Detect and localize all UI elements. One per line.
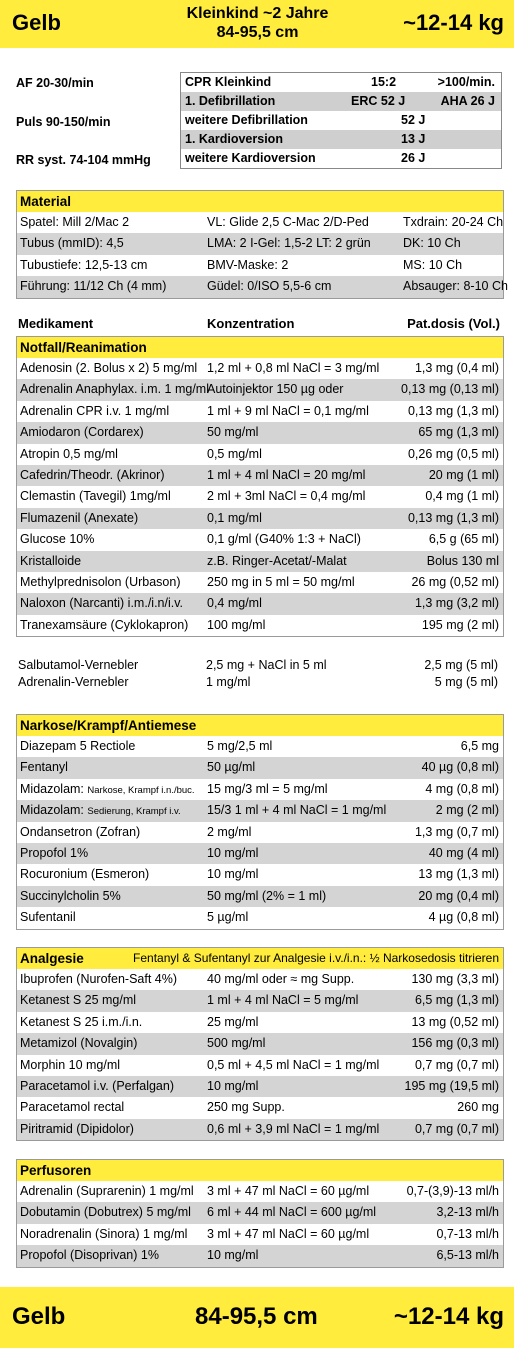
table-row	[17, 1245, 503, 1266]
drug-dose: 13 mg (0,52 ml)	[411, 1014, 499, 1029]
table-row	[17, 401, 503, 422]
drug-dose: 195 mg (2 ml)	[421, 617, 499, 632]
vernebler-name: Adrenalin-Vernebler	[18, 675, 129, 689]
drug-concentration: Autoinjektor 150 µg oder	[207, 382, 344, 397]
footer-height: 84-95,5 cm	[195, 1303, 318, 1330]
cell: Absauger: 8-10 Ch	[403, 279, 508, 294]
drug-concentration: 10 mg/ml	[207, 1248, 259, 1263]
drug-concentration: 0,5 mg/ml	[207, 446, 262, 461]
drug-concentration: 1 ml + 4 ml NaCl = 20 mg/ml	[207, 467, 366, 482]
drug-name: Metamizol (Novalgin)	[20, 1036, 138, 1051]
vernebler-conc: 1 mg/ml	[206, 675, 251, 689]
table-row	[17, 572, 503, 593]
table-row	[17, 907, 503, 928]
drug-dose: 65 mg (1,3 ml)	[418, 425, 499, 440]
drug-concentration: 250 mg Supp.	[207, 1100, 285, 1115]
cpr-value: 13 J	[401, 132, 426, 146]
notfall-section	[16, 336, 504, 637]
cell: LMA: 2 I-Gel: 1,5-2 LT: 2 grün	[207, 236, 371, 251]
table-row	[17, 358, 503, 379]
drug-dose: 1,3 mg (3,2 ml)	[414, 596, 499, 611]
drug-concentration: 0,4 mg/ml	[207, 596, 262, 611]
drug-concentration: 2 mg/ml	[207, 824, 252, 839]
vernebler-dose: 2,5 mg (5 ml)	[424, 658, 498, 672]
drug-concentration: 5 mg/2,5 ml	[207, 739, 273, 753]
col-header-konzentration: Konzentration	[207, 316, 295, 331]
vital-puls: Puls 90-150/min	[16, 115, 111, 129]
vernebler-conc: 2,5 mg + NaCl in 5 ml	[206, 658, 327, 672]
drug-concentration: 10 mg/ml	[207, 867, 259, 882]
drug-dose: 0,13 mg (1,3 ml)	[407, 510, 499, 525]
drug-concentration: 6 ml + 44 ml NaCl = 600 µg/ml	[207, 1205, 377, 1220]
table-row	[17, 800, 503, 821]
col-header-dosis: Pat.dosis (Vol.)	[407, 316, 500, 331]
drug-name: Methylprednisolon (Urbason)	[20, 574, 181, 589]
drug-name: Paracetamol i.v. (Perfalgan)	[20, 1078, 174, 1093]
drug-concentration: 1 ml + 4 ml NaCl = 5 mg/ml	[207, 993, 359, 1008]
header-age-size	[140, 4, 375, 42]
cpr-value: ERC 52 J	[351, 94, 406, 108]
drug-dose: 1,3 mg (0,7 ml)	[414, 824, 499, 839]
analgesie-section	[16, 947, 504, 1141]
drug-dose: 26 mg (0,52 ml)	[411, 574, 499, 589]
drug-concentration: 15 mg/3 ml = 5 mg/ml	[207, 781, 328, 796]
footer-band	[0, 1287, 514, 1348]
drug-dose: 0,4 mg (1 ml)	[425, 489, 499, 504]
drug-name: Atropin 0,5 mg/ml	[20, 446, 118, 461]
table-row	[17, 551, 503, 572]
drug-concentration: 0,6 ml + 3,9 ml NaCl = 1 mg/ml	[207, 1121, 380, 1136]
material-section	[16, 190, 508, 299]
footer-weight: ~12-14 kg	[393, 1303, 504, 1330]
cpr-row	[181, 111, 501, 130]
cell: Führung: 11/12 Ch (4 mm)	[20, 279, 167, 294]
analgesie-note: Fentanyl & Sufentanyl zur Analgesie i.v./i.n.: ½ Narkosedosis titrieren	[133, 951, 499, 965]
table-row	[17, 255, 503, 276]
drug-dose: 20 mg (0,4 ml)	[418, 888, 499, 903]
cpr-row	[181, 130, 501, 149]
drug-name: Ketanest S 25 mg/ml	[20, 993, 137, 1008]
drug-name: Tranexamsäure (Cyklokapron)	[20, 617, 189, 632]
table-row	[17, 1181, 503, 1202]
drug-dose: 6,5 mg (1,3 ml)	[414, 993, 499, 1008]
drug-dose: 195 mg (19,5 ml)	[404, 1078, 499, 1093]
drug-name: Cafedrin/Theodr. (Akrinor)	[20, 467, 165, 482]
cell: DK: 10 Ch	[403, 236, 461, 251]
drug-concentration: 10 mg/ml	[207, 1078, 259, 1093]
drug-name: Paracetamol rectal	[20, 1100, 125, 1115]
drug-concentration: 10 mg/ml	[207, 845, 259, 860]
drug-name: Piritramid (Dipidolor)	[20, 1121, 134, 1136]
drug-dose: 2 mg (2 ml)	[435, 803, 499, 818]
cpr-label: weitere Kardioversion	[185, 151, 316, 165]
table-row	[17, 212, 503, 233]
drug-name: Morphin 10 mg/ml	[20, 1057, 121, 1072]
drug-name: Midazolam: Sedierung, Krampf i.v.	[20, 803, 181, 818]
header-weight: ~12-14 kg	[403, 10, 504, 35]
drug-name: Midazolam: Narkose, Krampf i.n./buc.	[20, 781, 195, 796]
drug-name: Sufentanil	[20, 910, 76, 925]
cell: Spatel: Mill 2/Mac 2	[20, 215, 130, 229]
table-row	[17, 593, 503, 614]
drug-name: Ibuprofen (Nurofen-Saft 4%)	[20, 972, 178, 986]
cell: Tubustiefe: 12,5-13 cm	[20, 257, 148, 272]
analgesie-title: Analgesie	[20, 951, 84, 966]
drug-name: Adenosin (2. Bolus x 2) 5 mg/ml	[20, 361, 198, 375]
table-row	[17, 1033, 503, 1054]
drug-dose: 20 mg (1 ml)	[428, 467, 499, 482]
cpr-row	[181, 73, 501, 92]
table-row	[17, 615, 503, 636]
drug-name: Kristalloide	[20, 553, 82, 568]
table-row	[17, 736, 503, 757]
header-height: 84-95,5 cm	[216, 24, 299, 41]
table-row	[17, 1202, 503, 1223]
header-band	[0, 0, 514, 48]
table-row	[17, 444, 503, 465]
drug-concentration: 3 ml + 47 ml NaCl = 60 µg/ml	[207, 1226, 370, 1241]
table-row	[17, 486, 503, 507]
drug-name: Propofol (Disoprivan) 1%	[20, 1248, 159, 1263]
drug-concentration: 100 mg/ml	[207, 617, 266, 632]
drug-dose: 0,7 mg (0,7 ml)	[414, 1121, 499, 1136]
table-row	[17, 779, 503, 800]
table-row	[17, 969, 503, 990]
table-row	[17, 1055, 503, 1076]
cpr-value: 52 J	[401, 113, 426, 127]
drug-name: Adrenalin Anaphylax. i.m. 1 mg/ml	[20, 382, 209, 397]
vital-af: AF 20-30/min	[16, 76, 94, 90]
drug-name: Dobutamin (Dobutrex) 5 mg/ml	[20, 1205, 191, 1220]
drug-concentration: 0,1 mg/ml	[207, 510, 262, 525]
drug-concentration: 50 mg/ml	[207, 425, 259, 440]
drug-dose: Bolus 130 ml	[426, 553, 499, 568]
drug-dose: 0,26 mg (0,5 ml)	[407, 446, 499, 461]
drug-dose: 130 mg (3,3 ml)	[411, 972, 499, 986]
cell: Tubus (mmID): 4,5	[20, 236, 124, 251]
drug-concentration: 0,1 g/ml (G40% 1:3 + NaCl)	[207, 532, 361, 547]
drug-concentration: z.B. Ringer-Acetat/-Malat	[207, 553, 347, 568]
table-row	[17, 233, 503, 254]
cell: Txdrain: 20-24 Ch	[403, 215, 504, 229]
cpr-label: weitere Defibrillation	[185, 113, 308, 127]
drug-dose: 6,5 mg	[460, 739, 499, 753]
cpr-label: CPR Kleinkind	[185, 75, 272, 89]
table-row	[17, 529, 503, 550]
drug-name: Propofol 1%	[20, 845, 89, 860]
drug-dose: 4 µg (0,8 ml)	[428, 910, 499, 925]
drug-name: Flumazenil (Anexate)	[20, 510, 139, 525]
table-row	[17, 508, 503, 529]
cpr-value: 15:2	[371, 75, 397, 89]
table-row	[17, 1076, 503, 1097]
table-row	[17, 990, 503, 1011]
table-row	[17, 1119, 503, 1140]
cpr-extra: AHA 26 J	[440, 94, 495, 108]
drug-name: Succinylcholin 5%	[20, 888, 121, 903]
drug-concentration: 1 ml + 9 ml NaCl = 0,1 mg/ml	[207, 403, 369, 418]
drug-dose: 40 mg (4 ml)	[428, 845, 499, 860]
drug-dose: 0,7-13 ml/h	[436, 1226, 499, 1241]
drug-concentration: 3 ml + 47 ml NaCl = 60 µg/ml	[207, 1184, 370, 1198]
table-row	[17, 1224, 503, 1245]
cpr-value: 26 J	[401, 151, 426, 165]
drug-dose: 156 mg (0,3 ml)	[411, 1036, 499, 1051]
drug-concentration: 1,2 ml + 0,8 ml NaCl = 3 mg/ml	[207, 361, 380, 375]
table-row	[17, 422, 503, 443]
drug-concentration: 25 mg/ml	[207, 1014, 259, 1029]
drug-name: Adrenalin CPR i.v. 1 mg/ml	[20, 403, 170, 418]
footer-color-label: Gelb	[12, 1303, 66, 1330]
narkose-title: Narkose/Krampf/Antiemese	[17, 715, 503, 736]
material-title: Material	[17, 191, 503, 212]
drug-concentration: 5 µg/ml	[207, 910, 249, 925]
drug-dose: 13 mg (1,3 ml)	[418, 867, 499, 882]
cpr-label: 1. Kardioversion	[185, 132, 283, 146]
cell: BMV-Maske: 2	[207, 257, 289, 272]
vital-rr: RR syst. 74-104 mmHg	[16, 153, 151, 167]
drug-dose: 4 mg (0,8 ml)	[425, 781, 499, 796]
table-row	[17, 379, 503, 400]
drug-dose: 0,7 mg (0,7 ml)	[414, 1057, 499, 1072]
table-row	[17, 864, 503, 885]
table-row	[17, 822, 503, 843]
drug-name: Noradrenalin (Sinora) 1 mg/ml	[20, 1226, 188, 1241]
perfusoren-section	[16, 1159, 504, 1268]
drug-concentration: 50 mg/ml (2% = 1 ml)	[207, 888, 327, 903]
drug-name: Rocuronium (Esmeron)	[20, 867, 150, 882]
drug-name: Diazepam 5 Rectiole	[20, 739, 136, 753]
analgesie-header	[17, 948, 503, 969]
cpr-row	[181, 92, 501, 111]
drug-concentration: 2 ml + 3ml NaCl = 0,4 mg/ml	[207, 489, 366, 504]
perfusoren-title: Perfusoren	[17, 1160, 503, 1181]
drug-name: Ondansetron (Zofran)	[20, 824, 141, 839]
cpr-row	[181, 149, 501, 168]
drug-name: Adrenalin (Suprarenin) 1 mg/ml	[20, 1184, 194, 1198]
cpr-table	[180, 72, 502, 169]
table-row	[17, 276, 508, 297]
drug-name: Glucose 10%	[20, 532, 95, 547]
cell: MS: 10 Ch	[403, 257, 463, 272]
header-color-label: Gelb	[12, 10, 61, 35]
drug-dose: 3,2-13 ml/h	[436, 1205, 499, 1220]
header-age: Kleinkind ~2 Jahre	[186, 5, 329, 22]
table-row	[17, 465, 503, 486]
table-row	[17, 757, 503, 778]
drug-concentration: 500 mg/ml	[207, 1036, 266, 1051]
narkose-section	[16, 714, 504, 930]
col-header-medikament: Medikament	[18, 316, 94, 331]
drug-concentration: 0,5 ml + 4,5 ml NaCl = 1 mg/ml	[207, 1057, 380, 1072]
table-row	[17, 1012, 503, 1033]
drug-concentration: 50 µg/ml	[207, 760, 256, 775]
drug-dose: 6,5-13 ml/h	[436, 1248, 499, 1263]
cpr-extra: >100/min.	[437, 75, 495, 89]
drug-dose: 0,7-(3,9)-13 ml/h	[406, 1184, 499, 1198]
table-row	[17, 843, 503, 864]
cell: Güdel: 0/ISO 5,5-6 cm	[207, 279, 332, 294]
drug-dose: 0,13 mg (1,3 ml)	[407, 403, 499, 418]
notfall-title: Notfall/Reanimation	[17, 337, 503, 358]
table-row	[17, 1097, 503, 1118]
cpr-label: 1. Defibrillation	[185, 94, 276, 108]
drug-concentration: 15/3 1 ml + 4 ml NaCl = 1 mg/ml	[207, 803, 387, 818]
drug-dose: 0,13 mg (0,13 ml)	[401, 382, 499, 397]
drug-name: Ketanest S 25 i.m./i.n.	[20, 1014, 143, 1029]
drug-concentration: 40 mg/ml oder ≈ mg Supp.	[207, 972, 355, 986]
vernebler-name: Salbutamol-Vernebler	[18, 658, 139, 672]
drug-name: Naloxon (Narcanti) i.m./i.n/i.v.	[20, 596, 184, 611]
drug-name: Amiodaron (Cordarex)	[20, 425, 144, 440]
drug-name: Fentanyl	[20, 760, 68, 775]
drug-name: Clemastin (Tavegil) 1mg/ml	[20, 489, 171, 504]
drug-dose: 40 µg (0,8 ml)	[421, 760, 499, 775]
drug-dose: 1,3 mg (0,4 ml)	[414, 361, 499, 375]
vernebler-dose: 5 mg (5 ml)	[434, 675, 498, 689]
drug-dose: 260 mg	[457, 1100, 499, 1115]
cell: VL: Glide 2,5 C-Mac 2/D-Ped	[207, 215, 369, 229]
table-row	[17, 886, 503, 907]
drug-dose: 6,5 g (65 ml)	[428, 532, 499, 547]
drug-concentration: 250 mg in 5 ml = 50 mg/ml	[207, 574, 355, 589]
